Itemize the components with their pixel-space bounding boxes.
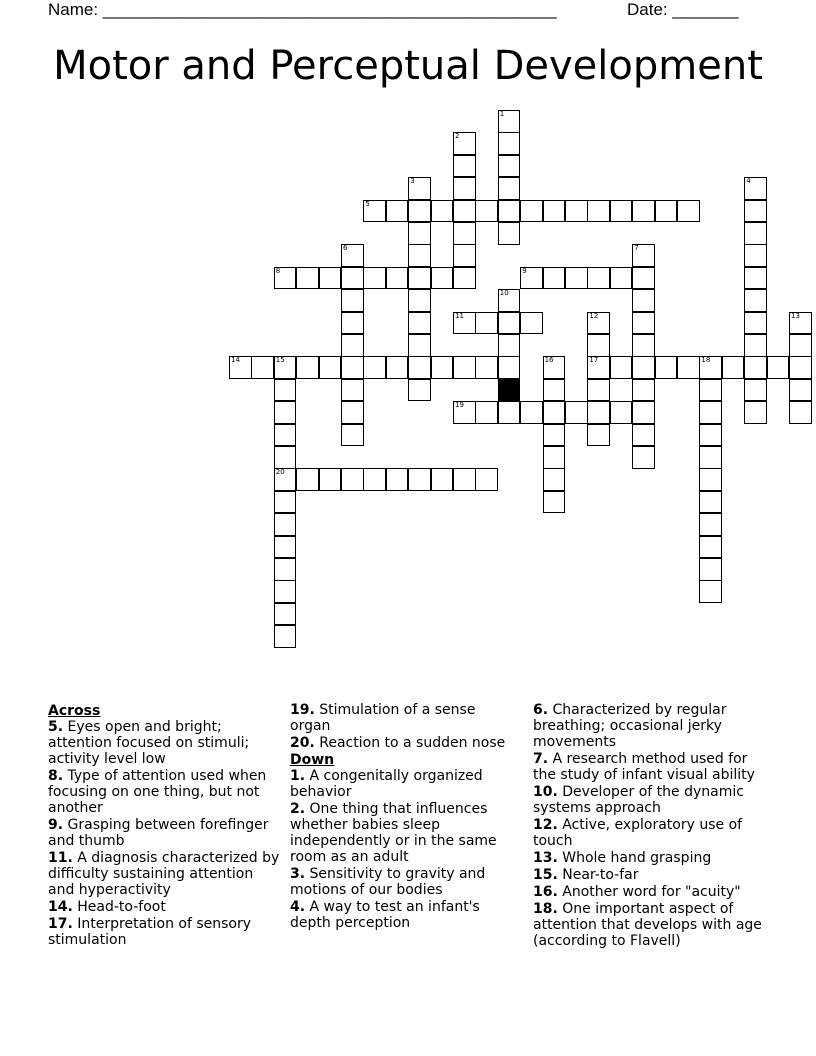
grid-cell[interactable]: [431, 468, 454, 491]
grid-cell[interactable]: [520, 267, 543, 290]
grid-cell[interactable]: [632, 244, 655, 267]
grid-cell[interactable]: [453, 222, 476, 245]
grid-cell[interactable]: [632, 200, 655, 223]
grid-cell[interactable]: [744, 222, 767, 245]
grid-cell[interactable]: [699, 536, 722, 559]
grid-cell[interactable]: [744, 312, 767, 335]
clue-across-5: 5. Eyes open and bright; attention focused on stimuli; activity level low: [48, 719, 250, 767]
clue-down-2: 2. One thing that influences whether babies sleep independently or in the same room as an adult: [290, 801, 497, 865]
grid-cell[interactable]: [363, 267, 386, 290]
grid-cell[interactable]: [498, 200, 521, 223]
grid-cell[interactable]: [543, 446, 566, 469]
grid-cell[interactable]: [408, 267, 431, 290]
grid-cell[interactable]: [699, 468, 722, 491]
grid-cell[interactable]: [251, 356, 274, 379]
grid-cell[interactable]: [341, 289, 364, 312]
grid-cell[interactable]: [744, 356, 767, 379]
grid-cell[interactable]: [274, 513, 297, 536]
cell-number: 13: [791, 311, 800, 320]
grid-cell[interactable]: [565, 200, 588, 223]
grid-cell[interactable]: [632, 401, 655, 424]
grid-cell[interactable]: [498, 177, 521, 200]
grid-cell[interactable]: [543, 200, 566, 223]
grid-cell[interactable]: [543, 401, 566, 424]
cell-number: 1: [499, 110, 505, 118]
grid-cell[interactable]: [744, 177, 767, 200]
grid-cell[interactable]: [408, 177, 431, 200]
grid-cell[interactable]: [274, 603, 297, 626]
grid-cell[interactable]: [498, 155, 521, 178]
clue-across-9: 9. Grasping between forefinger and thumb: [48, 817, 269, 849]
grid-cell[interactable]: [744, 379, 767, 402]
grid-cell[interactable]: [475, 312, 498, 335]
grid-cell[interactable]: [296, 468, 319, 491]
grid-cell[interactable]: [319, 468, 342, 491]
grid-cell[interactable]: [475, 401, 498, 424]
cell-number: 4: [746, 177, 751, 186]
grid-cell[interactable]: [475, 356, 498, 379]
cell-number: 17: [589, 356, 599, 365]
cell-number: 2: [455, 132, 460, 141]
clue-down-10: 10. Developer of the dynamic systems approach: [533, 784, 744, 816]
grid-cell[interactable]: [475, 468, 498, 491]
clue-down-7: 7. A research method used for the study of infant visual ability: [533, 751, 755, 783]
grid-cell[interactable]: [699, 356, 722, 379]
date-field[interactable]: Date: _______: [627, 0, 739, 19]
name-field[interactable]: Name: ________________________________________________: [48, 0, 557, 19]
grid-cell[interactable]: [655, 356, 678, 379]
grid-cell[interactable]: [632, 356, 655, 379]
grid-cell[interactable]: [386, 200, 409, 223]
grid-cell[interactable]: [587, 312, 610, 335]
grid-cell[interactable]: [453, 244, 476, 267]
grid-cell[interactable]: [453, 177, 476, 200]
grid-cell[interactable]: [274, 379, 297, 402]
cell-number: 9: [522, 266, 527, 275]
clue-down-18: 18. One important aspect of attention that develops with age (according to Flavell): [533, 901, 762, 949]
grid-cell[interactable]: [744, 244, 767, 267]
cell-number: 15: [275, 356, 285, 365]
grid-cell[interactable]: [274, 401, 297, 424]
clue-down-16: 16. Another word for "acuity": [533, 884, 741, 900]
grid-cell[interactable]: [587, 334, 610, 357]
grid-cell[interactable]: [610, 200, 633, 223]
grid-cell[interactable]: [587, 267, 610, 290]
cell-number: 16: [544, 356, 554, 365]
grid-cell[interactable]: [453, 356, 476, 379]
grid-cell[interactable]: [453, 401, 476, 424]
grid-cell[interactable]: [408, 334, 431, 357]
grid-cell[interactable]: [498, 312, 521, 335]
cell-number: 19: [455, 401, 464, 410]
grid-cell[interactable]: [722, 356, 745, 379]
grid-cell[interactable]: [498, 334, 521, 357]
clue-down-1: 1. A congenitally organized behavior: [290, 768, 483, 800]
grid-cell[interactable]: [744, 401, 767, 424]
grid-cell[interactable]: [543, 491, 566, 514]
grid-cell[interactable]: [610, 267, 633, 290]
grid-cell[interactable]: [498, 401, 521, 424]
grid-cell[interactable]: [543, 267, 566, 290]
clue-across-19: 19. Stimulation of a sense organ: [290, 702, 476, 734]
cell-number: 14: [231, 356, 240, 365]
grid-cell[interactable]: [699, 491, 722, 514]
grid-cell[interactable]: [498, 222, 521, 245]
grid-cell[interactable]: [655, 200, 678, 223]
grid-cell[interactable]: [632, 446, 655, 469]
grid-cell[interactable]: [274, 491, 297, 514]
grid-cell[interactable]: [341, 401, 364, 424]
grid-cell[interactable]: [789, 334, 812, 357]
grid-cell[interactable]: [363, 200, 386, 223]
grid-cell[interactable]: [296, 267, 319, 290]
grid-cell[interactable]: [274, 446, 297, 469]
grid-blocked-cell: [498, 379, 521, 402]
grid-cell[interactable]: [319, 267, 342, 290]
clues-column-3: [533, 702, 773, 950]
grid-cell[interactable]: [274, 580, 297, 603]
grid-cell[interactable]: [587, 379, 610, 402]
grid-cell[interactable]: [498, 356, 521, 379]
grid-cell[interactable]: [475, 200, 498, 223]
grid-cell[interactable]: [453, 132, 476, 155]
grid-cell[interactable]: [699, 379, 722, 402]
cell-number: 20: [275, 468, 285, 477]
grid-cell[interactable]: [296, 356, 319, 379]
grid-cell[interactable]: [520, 312, 543, 335]
grid-cell[interactable]: [341, 424, 364, 447]
across-heading: Across: [48, 703, 101, 719]
grid-cell[interactable]: [587, 424, 610, 447]
grid-cell[interactable]: [274, 424, 297, 447]
grid-cell[interactable]: [699, 558, 722, 581]
grid-cell[interactable]: [386, 468, 409, 491]
grid-cell[interactable]: [341, 356, 364, 379]
grid-cell[interactable]: [453, 468, 476, 491]
grid-cell[interactable]: [789, 312, 812, 335]
grid-cell[interactable]: [632, 379, 655, 402]
clue-down-3: 3. Sensitivity to gravity and motions of our bodies: [290, 866, 486, 898]
grid-cell[interactable]: [274, 356, 297, 379]
grid-cell[interactable]: [431, 200, 454, 223]
grid-cell[interactable]: [386, 356, 409, 379]
grid-cell[interactable]: [408, 244, 431, 267]
grid-cell[interactable]: [632, 312, 655, 335]
grid-cell[interactable]: [274, 558, 297, 581]
grid-cell[interactable]: [610, 401, 633, 424]
grid-cell[interactable]: [565, 401, 588, 424]
grid-cell[interactable]: [498, 289, 521, 312]
grid-cell[interactable]: [767, 356, 790, 379]
grid-cell[interactable]: [699, 424, 722, 447]
grid-cell[interactable]: [699, 580, 722, 603]
clues-column-2: [290, 702, 512, 932]
grid-cell[interactable]: [363, 356, 386, 379]
clue-across-20: 20. Reaction to a sudden nose: [290, 735, 506, 751]
grid-cell[interactable]: [632, 267, 655, 290]
grid-cell[interactable]: [341, 244, 364, 267]
grid-cell[interactable]: [274, 468, 297, 491]
grid-cell[interactable]: [610, 356, 633, 379]
down-heading: Down: [290, 752, 335, 768]
grid-cell[interactable]: [498, 132, 521, 155]
grid-cell[interactable]: [431, 267, 454, 290]
grid-cell[interactable]: [408, 222, 431, 245]
cell-number: 12: [589, 311, 599, 320]
grid-cell[interactable]: [453, 312, 476, 335]
cell-number: 10: [499, 289, 509, 298]
grid-cell[interactable]: [408, 356, 431, 379]
grid-cell[interactable]: [341, 379, 364, 402]
grid-cell[interactable]: [408, 468, 431, 491]
grid-cell[interactable]: [319, 356, 342, 379]
grid-cell[interactable]: [632, 424, 655, 447]
grid-cell[interactable]: [587, 200, 610, 223]
page-title: Motor and Perceptual Development: [53, 43, 763, 89]
grid-cell[interactable]: [408, 379, 431, 402]
grid-cell[interactable]: [632, 289, 655, 312]
grid-cell[interactable]: [386, 267, 409, 290]
clue-down-13: 13. Whole hand grasping: [533, 850, 712, 866]
grid-cell[interactable]: [274, 267, 297, 290]
grid-cell[interactable]: [520, 401, 543, 424]
clue-down-12: 12. Active, exploratory use of touch: [533, 817, 743, 849]
clue-down-4: 4. A way to test an infant's depth perception: [290, 899, 480, 931]
clue-across-8: 8. Type of attention used when focusing on one thing, but not another: [48, 768, 267, 816]
clue-down-6: 6. Characterized by regular breathing; occasional jerky movements: [533, 702, 727, 750]
grid-cell[interactable]: [587, 401, 610, 424]
cell-number: 11: [455, 311, 464, 320]
cell-number: 7: [634, 244, 639, 253]
grid-cell[interactable]: [520, 200, 543, 223]
grid-cell[interactable]: [744, 267, 767, 290]
grid-cell[interactable]: [408, 200, 431, 223]
grid-cell[interactable]: [431, 356, 454, 379]
grid-cell[interactable]: [453, 155, 476, 178]
clue-across-17: 17. Interpretation of sensory stimulation: [48, 916, 252, 948]
cell-number: 8: [275, 266, 281, 275]
grid-cell[interactable]: [341, 267, 364, 290]
grid-cell[interactable]: [363, 468, 386, 491]
grid-cell[interactable]: [229, 356, 252, 379]
clues-column-1: [48, 702, 284, 949]
cell-number: 3: [410, 177, 415, 186]
clue-down-15: 15. Near-to-far: [533, 867, 639, 883]
grid-cell[interactable]: [543, 379, 566, 402]
grid-cell[interactable]: [744, 289, 767, 312]
grid-cell[interactable]: [341, 468, 364, 491]
grid-cell[interactable]: [408, 312, 431, 335]
grid-cell[interactable]: [543, 356, 566, 379]
grid-cell[interactable]: [341, 334, 364, 357]
grid-cell[interactable]: [789, 379, 812, 402]
grid-cell[interactable]: [543, 468, 566, 491]
grid-cell[interactable]: [408, 289, 431, 312]
grid-cell[interactable]: [632, 334, 655, 357]
clue-across-11: 11. A diagnosis characterized by difficulty sustaining attention and hyperactivity: [48, 850, 280, 898]
grid-cell[interactable]: [699, 513, 722, 536]
grid-cell[interactable]: [498, 110, 521, 133]
grid-cell[interactable]: [744, 334, 767, 357]
grid-cell[interactable]: [453, 200, 476, 223]
grid-cell[interactable]: [744, 200, 767, 223]
cell-number: 6: [343, 244, 348, 253]
grid-cell[interactable]: [789, 401, 812, 424]
grid-cell[interactable]: [587, 356, 610, 379]
grid-cell[interactable]: [453, 267, 476, 290]
grid-cell[interactable]: [565, 267, 588, 290]
cell-number: 5: [365, 199, 370, 208]
grid-cell[interactable]: [274, 536, 297, 559]
grid-cell[interactable]: [341, 312, 364, 335]
grid-cell[interactable]: [274, 625, 297, 648]
grid-cell[interactable]: [543, 424, 566, 447]
grid-cell[interactable]: [677, 200, 700, 223]
clue-across-14: 14. Head-to-foot: [48, 899, 166, 915]
grid-cell[interactable]: [789, 356, 812, 379]
cell-number: 18: [701, 356, 711, 365]
grid-cell[interactable]: [699, 446, 722, 469]
grid-cell[interactable]: [699, 401, 722, 424]
grid-cell[interactable]: [677, 356, 700, 379]
